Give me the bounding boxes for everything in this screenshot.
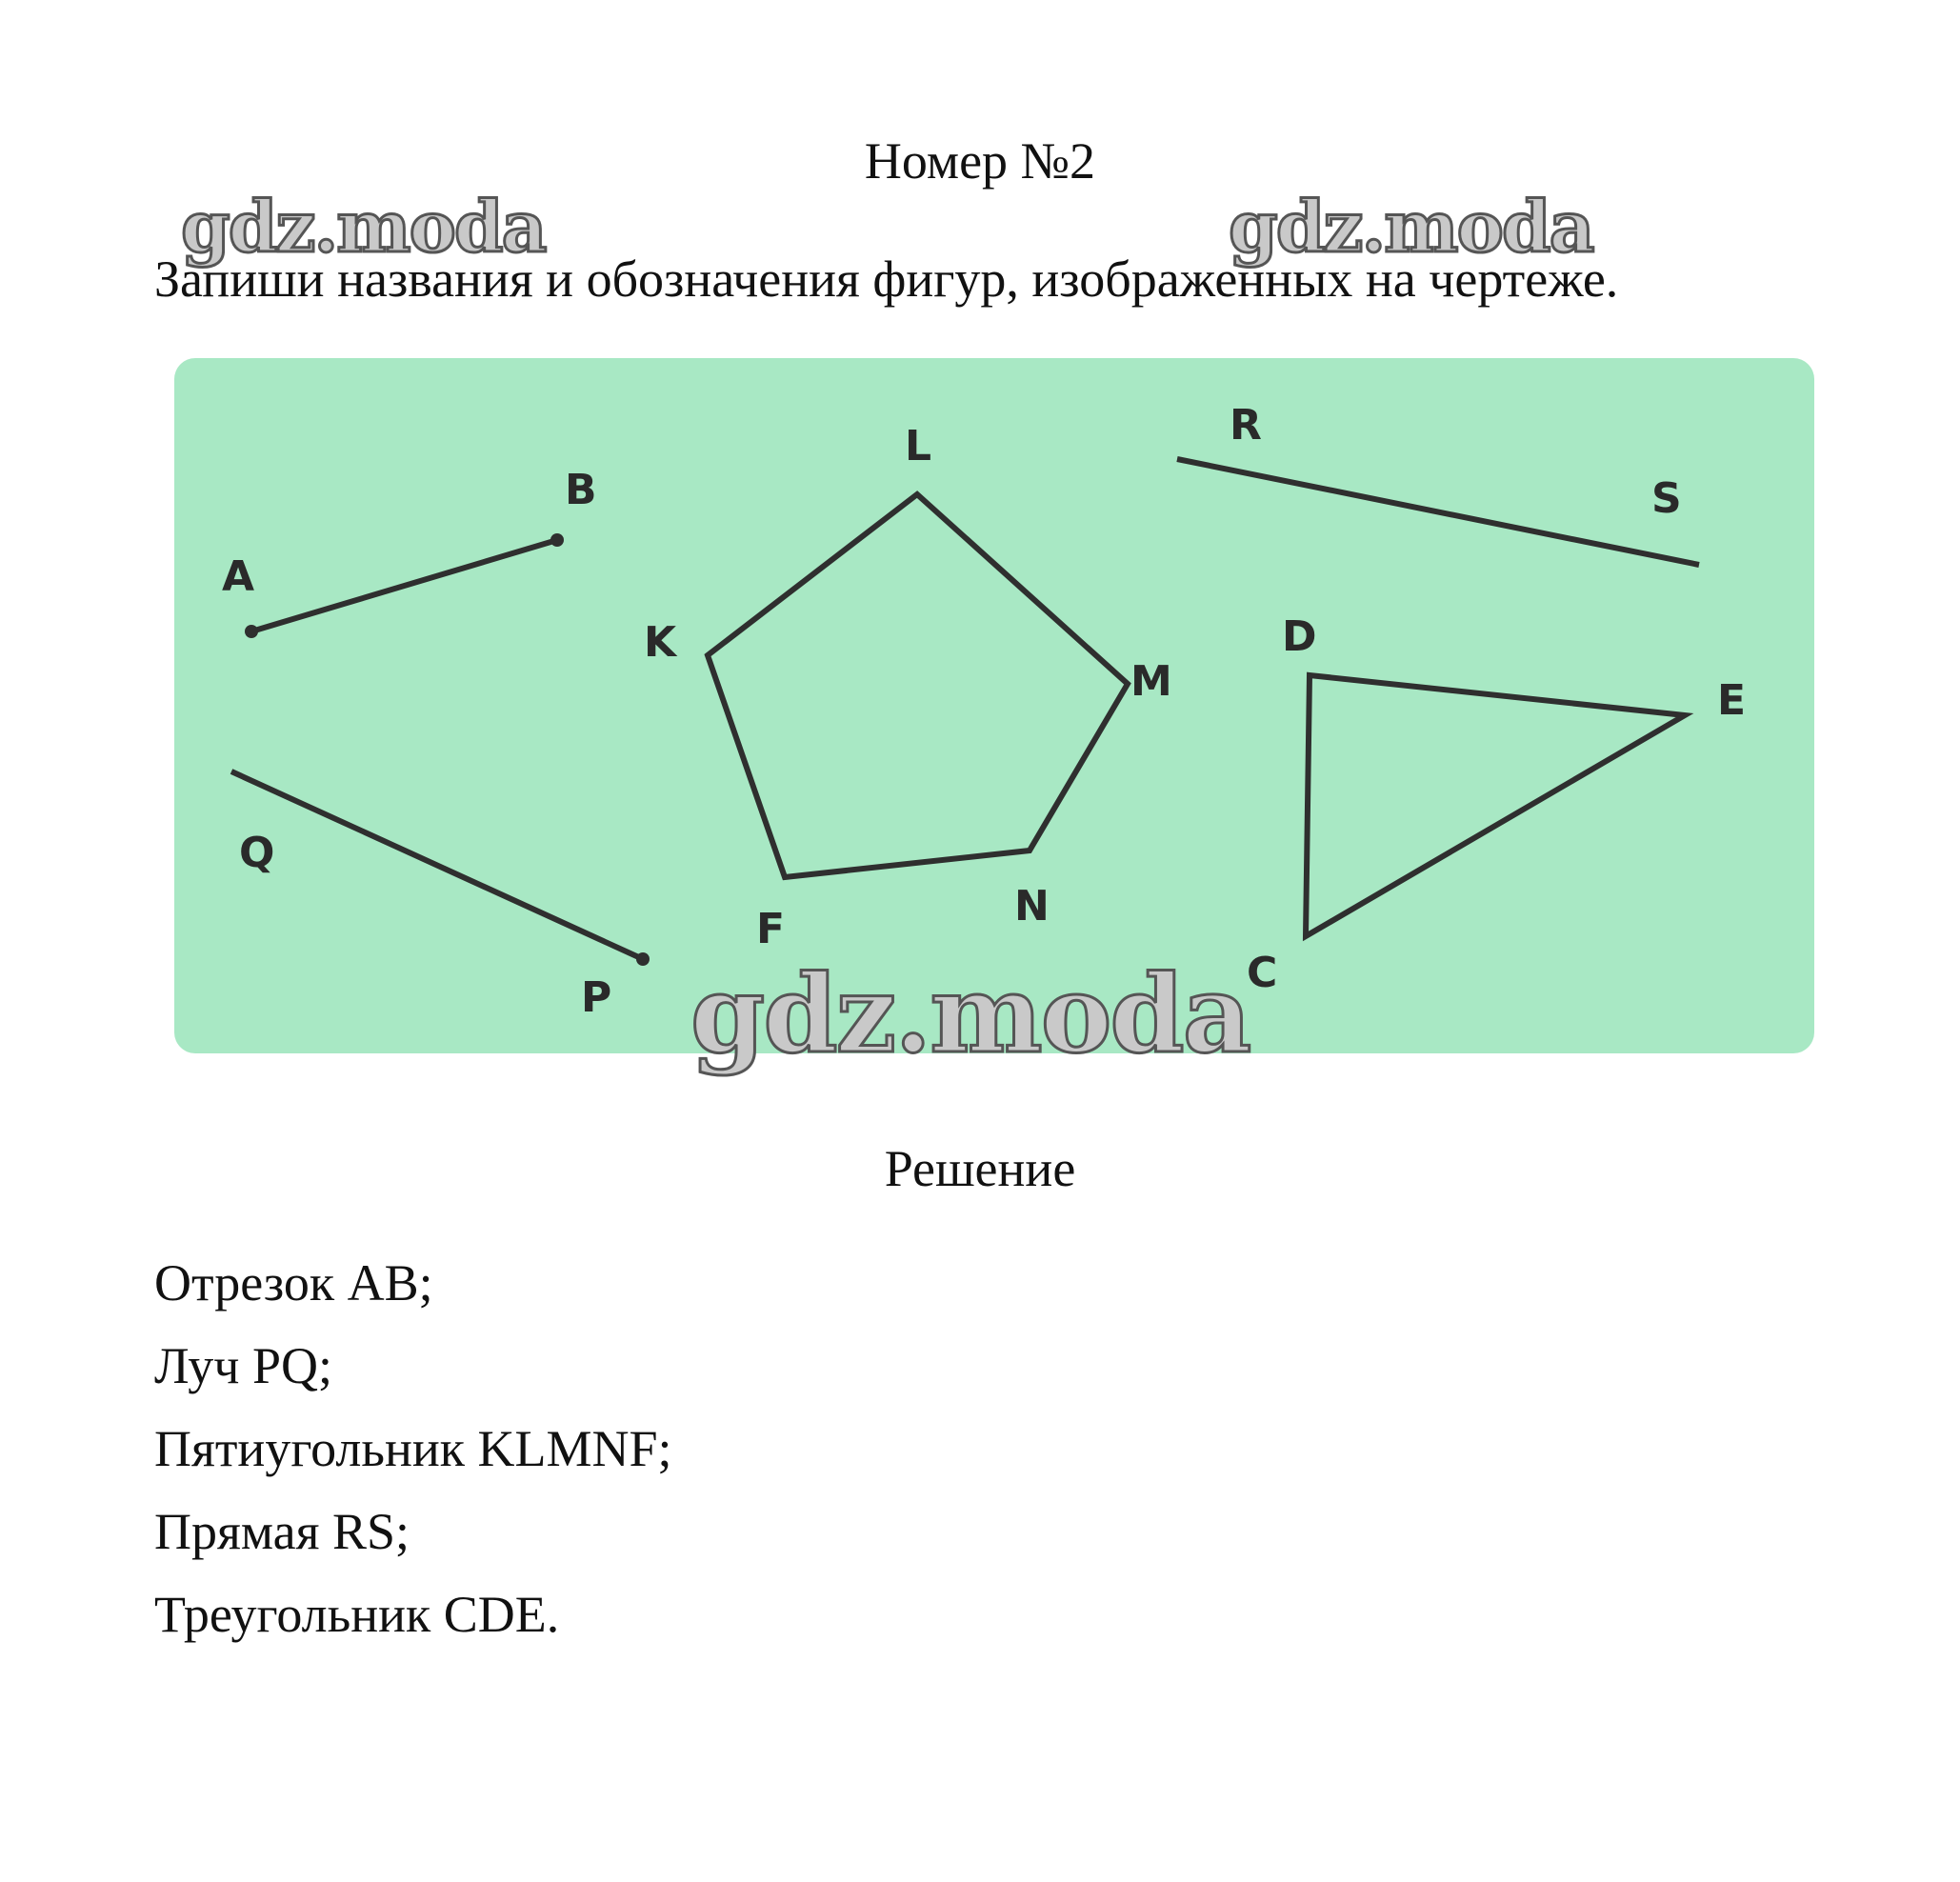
label-k: K <box>644 618 677 667</box>
answer-line: Пятиугольник KLMNF; <box>154 1420 672 1477</box>
point-a <box>245 625 258 638</box>
triangle-cde <box>1306 675 1685 936</box>
figure-drawing <box>174 358 1814 1053</box>
label-a: A <box>222 552 255 601</box>
label-p: P <box>581 973 612 1022</box>
label-l: L <box>905 422 932 470</box>
label-b: B <box>565 466 597 514</box>
pentagon-klmnf <box>708 494 1128 877</box>
geometry-figure <box>174 358 1814 1053</box>
label-d: D <box>1282 612 1317 661</box>
page-title: Номер №2 <box>864 132 1096 190</box>
segment-ab <box>251 540 557 631</box>
watermark-center: gdz.moda <box>690 952 1250 1077</box>
label-e: E <box>1717 676 1747 725</box>
answer-line: Луч PQ; <box>154 1337 332 1394</box>
watermark-top-right: gdz.moda <box>1229 187 1593 269</box>
answer-line: Прямая RS; <box>154 1503 410 1560</box>
label-f: F <box>756 905 786 953</box>
answer-line: Отрезок AB; <box>154 1254 433 1311</box>
label-n: N <box>1014 882 1050 931</box>
solution-title: Решение <box>884 1140 1076 1197</box>
label-m: M <box>1130 657 1172 706</box>
answers-list <box>154 1252 672 1667</box>
point-b <box>550 533 564 547</box>
watermark-top-left: gdz.moda <box>181 187 546 269</box>
label-r: R <box>1230 401 1262 450</box>
ray-pq <box>231 771 643 959</box>
point-p <box>636 952 650 966</box>
label-s: S <box>1651 474 1682 523</box>
answer-line: Треугольник CDE. <box>154 1586 560 1643</box>
label-c: C <box>1247 949 1278 997</box>
line-rs <box>1177 459 1699 565</box>
task-text: Запиши названия и обозначения фигур, изображенных на чертеже. <box>154 250 1619 308</box>
label-q: Q <box>239 829 275 877</box>
